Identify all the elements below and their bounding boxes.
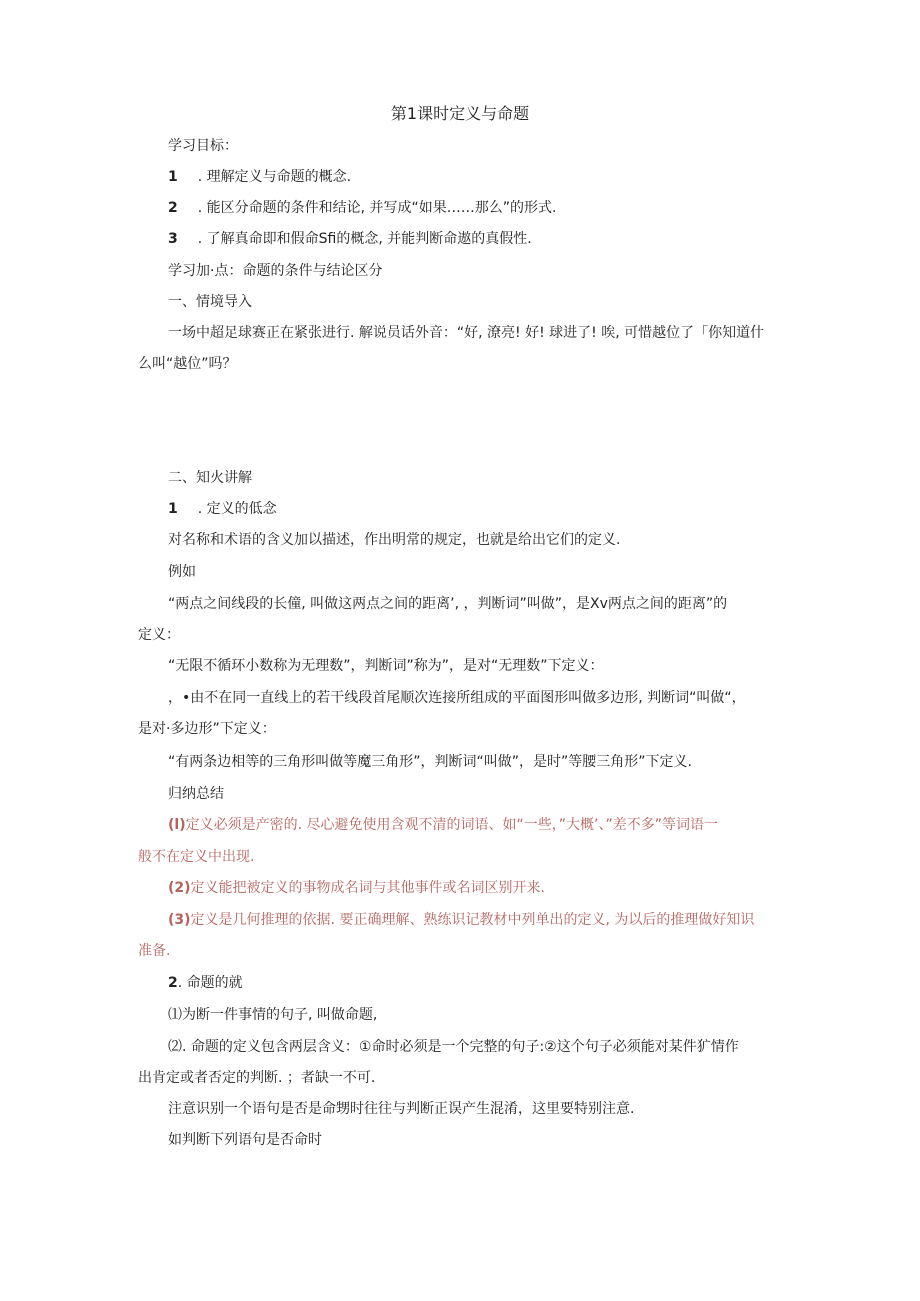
proposition-item-2-line-1: ⑵. 命题的定义包含两层含义：①命时必须是一个完整的句子:②这个句子必须能对某件犷情作 [168,1039,739,1055]
proposition-item-2-line-2: 出肯定或者否定的判断. ；者缺一不可. [138,1070,376,1086]
subsection-number: 1 [168,501,178,517]
intro-paragraph-line-1: 一场中超足球赛正在紧张进行. 解说员话外音：“好, 潦亮! 好! 球进了! 唉, 可惜越位了「你知道什 [168,325,765,341]
example-3-line-2: 是对·多边形”下定义： [138,721,276,737]
section-heading-intro: 一、情境导入 [168,294,252,310]
summary-item-1-line-2: 般不在定义中出现. [138,849,255,865]
summary-label: 归纳总结 [168,786,224,802]
objectives-heading: 学习目标： [168,138,238,154]
objective-item-3 [168,229,532,249]
judge-prompt: 如判断下列语句是否命时 [168,1132,322,1148]
subsection-proposition [168,973,243,993]
section-heading-knowledge: 二、知火讲解 [168,470,252,486]
summary-item-3-line-1 [168,910,754,930]
summary-text: 定义是几何推理的依据. 要正确理解、熟练识记教材中列单出的定义, 为以后的推理做好知识 [190,912,755,928]
objective-text: . 了解真命即和假命Sfi的概念, 并能判断命遨的真假性. [197,231,532,247]
objective-text: . 理解定义与命题的概念. [197,169,352,185]
example-label: 例如 [168,564,196,580]
summary-item-3-line-2: 准备. [138,943,171,959]
example-1-line-2: 定义： [138,627,180,643]
objective-item-2 [168,198,557,218]
objective-number: 3 [168,231,178,247]
summary-item-1-line-1 [168,815,718,835]
summary-text: 定义能把被定义的事物成名词与其他事件或名词区别开来. [190,880,545,896]
subsection-title: . 定义的低念 [197,501,277,517]
objective-number: 1 [168,169,178,185]
example-3-line-1: ，•由不在同一直线上的若干线段首尾顺次连接所组成的平面图形叫做多边形, 判断词“叫做“， [168,690,746,706]
key-point: 学习加·点：命题的条件与结论区分 [168,263,383,279]
example-2: “无限不循环小数称为无理数”，判断词”称为”，是对“无理数”下定义： [168,658,604,674]
objective-number: 2 [168,200,178,216]
summary-number: (3) [168,912,191,928]
intro-paragraph-line-2: 么叫“越位”吗？ [138,356,237,372]
note-paragraph: 注意识别一个语句是否是命甥时往往与判断正误产生混淆，这里要特别注意. [168,1101,635,1117]
summary-item-2 [168,878,545,898]
proposition-item-1: ⑴为断一件事情的句子, 叫做命题, [168,1007,378,1023]
subsection-title: . 命题的就 [177,975,243,991]
summary-number: (2) [168,880,191,896]
objective-item-1 [168,167,351,187]
summary-text: 定义必须是产密的. 尽心避免使用含观不清的词语、如“一些，”大概’、”差不多”等词语一 [185,817,718,833]
example-1-line-1: “两点之间线段的长僮, 叫做这两点之间的距离’, ，判断词”叫做”，是Xv两点之间的距离”的 [168,596,728,612]
objective-text: . 能区分命题的条件和结论, 并写成“如果……那么”的形式. [197,200,557,216]
definition-paragraph: 对名称和术语的含义加以描述，作出明常的规定，也就是给出它们的定义. [168,532,621,548]
subsection-definition [168,499,277,519]
subsection-number: 2 [168,975,178,991]
page-title: 第1课时定义与命题 [390,104,530,123]
summary-number: (l) [168,817,186,833]
example-4: “有两条边相等的三角形叫做等魔三角形”，判断词“叫做”，是时”等腰三角形”下定义. [168,754,692,770]
